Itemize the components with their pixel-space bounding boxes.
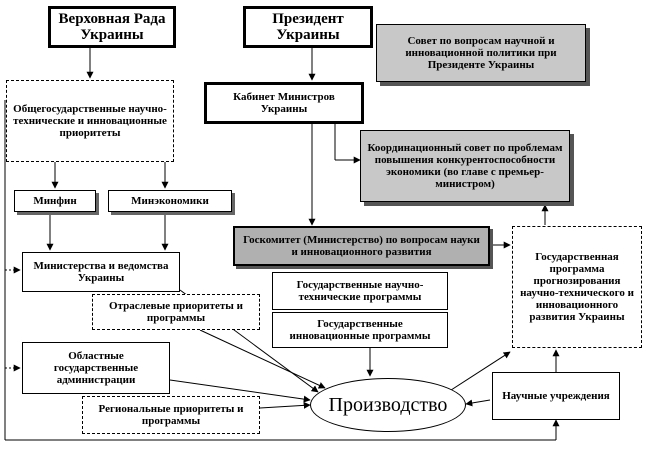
coordination-council-box: Координационный совет по проблемам повышения конкурентоспособности экономики (во главе с премьер-министром)	[360, 130, 570, 202]
state-scitech-programs-box: Государственные научно-технические программы	[272, 272, 448, 310]
arrow-regional-to-production	[260, 405, 310, 408]
regional-priorities-box: Региональные приоритеты и программы	[82, 396, 260, 434]
ministries-box: Министерства и ведомства Украины	[22, 252, 180, 292]
cabinet-of-ministers-box: Кабинет Министров Украины	[204, 82, 364, 124]
national-priorities-box: Общегосударственные научно-технические и инновационные приоритеты	[6, 80, 174, 162]
minfin-box: Минфин	[14, 190, 96, 212]
goskomitet-box: Госкомитет (Министерство) по вопросам науки и инновационного развития	[233, 226, 490, 266]
state-forecast-program-box: Государственная программа прогнозирования научно-технического и инновационного развития Украины	[512, 226, 642, 348]
sectoral-priorities-box: Отраслевые приоритеты и программы	[92, 294, 260, 330]
science-council-box: Совет по вопросам научной и инновационной политики при Президенте Украины	[376, 24, 586, 82]
oblast-administrations-box: Областные государственные администрации	[22, 342, 170, 394]
president-box: Президент Украины	[243, 6, 373, 48]
minekonomiki-box: Минэкономики	[108, 190, 232, 212]
state-innovation-programs-box: Государственные инновационные программы	[272, 312, 448, 348]
production-ellipse: Производство	[310, 378, 466, 432]
verkhovna-rada-box: Верховная Рада Украины	[48, 6, 176, 48]
scientific-institutions-box: Научные учреждения	[492, 372, 620, 420]
arrow-science-to-production	[466, 400, 490, 404]
